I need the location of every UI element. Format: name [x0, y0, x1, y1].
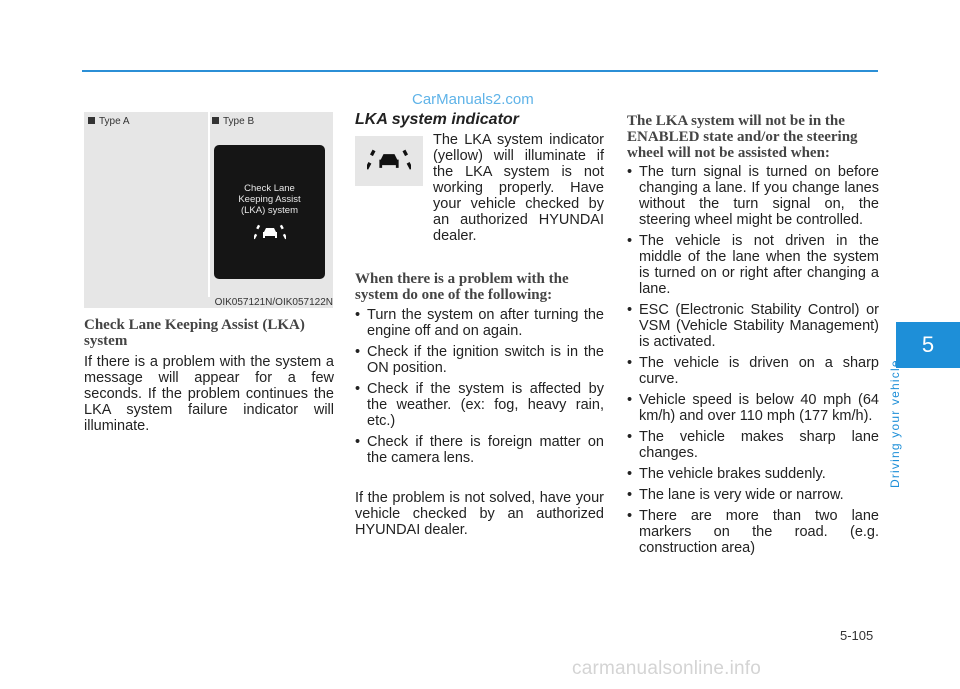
list-item: • Check if there is foreign matter on the camera lens. [355, 434, 604, 466]
problem-steps-list [355, 307, 604, 471]
square-bullet-icon [212, 117, 219, 124]
list-item: • The vehicle is not driven in the middle of the lane when the system is turned on or right after changing a lane. [627, 233, 879, 297]
type-b-label: Type B [212, 116, 254, 127]
problem-heading: When there is a problem with the system do one of the following: [355, 271, 569, 303]
list-item: • The vehicle brakes suddenly. [627, 466, 879, 482]
lka-indicator-title: LKA system indicator [355, 111, 519, 128]
list-item: • There are more than two lane markers on the road. (e.g. construction area) [627, 508, 879, 556]
lka-indicator-icon [367, 147, 411, 175]
list-item: • Check if the ignition switch is in the ON position. [355, 344, 604, 376]
list-item: • Vehicle speed is below 40 mph (64 km/h) and over 110 mph (177 km/h). [627, 392, 879, 424]
header-rule [82, 70, 878, 72]
list-item: • The lane is very wide or narrow. [627, 487, 879, 503]
col2-closing: If the problem is not solved, have your vehicle checked by an authorized HYUNDAI dealer. [355, 490, 604, 538]
col3-heading: The LKA system will not be in the ENABLED state and/or the steering wheel will not be assisted when: [627, 113, 858, 161]
list-item: • The vehicle makes sharp lane changes. [627, 429, 879, 461]
list-item: • Turn the system on after turning the engine off and on again. [355, 307, 604, 339]
list-item: • ESC (Electronic Stability Control) or VSM (Vehicle Stability Management) is activated. [627, 302, 879, 350]
col1-heading: Check Lane Keeping Assist (LKA) system [84, 317, 305, 349]
chapter-number: 5 [921, 332, 935, 357]
not-enabled-conditions-list [627, 164, 879, 561]
watermark-top: CarManuals2.com [412, 91, 534, 108]
figure-divider [208, 112, 210, 297]
watermark-bottom: carmanualsonline.info [572, 658, 762, 679]
page-number: 5-105 [840, 628, 874, 643]
type-a-label: Type A [88, 116, 130, 127]
chapter-tab [896, 322, 960, 368]
square-bullet-icon [88, 117, 95, 124]
list-item: • The turn signal is turned on before changing a lane. If you change lanes without the turn signal on, the steering wheel might be controlled. [627, 164, 879, 228]
lka-indicator-icon-box [355, 136, 423, 186]
lka-indicator-text: The LKA system indicator (yellow) will illuminate if the LKA system is not working properly. Have your vehicle checked by an authorized HYUNDAI dealer. [433, 132, 604, 244]
figure-code: OIK057121N/OIK057122N [214, 297, 333, 308]
lka-figure [84, 112, 333, 308]
list-item: • Check if the system is affected by the weather. (ex: fog, heavy rain, etc.) [355, 381, 604, 429]
instrument-cluster-display [214, 145, 325, 279]
cluster-message: Check Lane Keeping Assist (LKA) system [238, 183, 301, 216]
col1-body: If there is a problem with the system a message will appear for a few seconds. If the problem continues the LKA system failure indicator will illuminate. [84, 354, 334, 434]
list-item: • The vehicle is driven on a sharp curve. [627, 355, 879, 387]
chapter-label: Driving your vehicle [888, 359, 902, 488]
lka-warning-icon [254, 223, 286, 243]
